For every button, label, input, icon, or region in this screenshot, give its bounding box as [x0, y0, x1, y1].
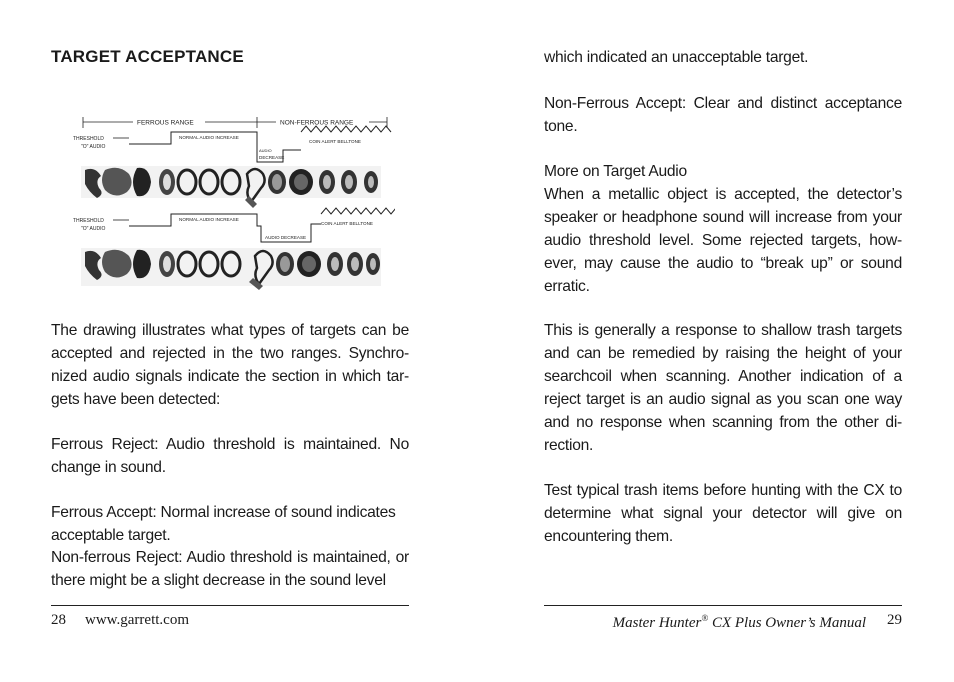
footer-url: www.garrett.com — [85, 612, 189, 628]
non-ferrous-range-label: NON-FERROUS RANGE — [280, 119, 354, 127]
right-page — [544, 0, 902, 682]
paragraph-drawing-intro: The drawing illustrates what types of targets can be accepted and rejected in the two ranges. Synchro-nized audio signals indicate the section in which tar-gets have been detected: — [51, 322, 409, 408]
coin-alert-belltone-1: COIN ALERT BELLTONE — [309, 139, 361, 144]
threshold-label-2: THRESHOLD — [73, 218, 104, 224]
paragraph-ferrous-accept: Ferrous Accept: Normal increase of sound indicates acceptable target. — [51, 504, 396, 544]
footer-rule-left — [51, 605, 409, 606]
manual-title-main: Master Hunter — [612, 615, 702, 631]
subheading-target-audio: More on Target Audio — [544, 163, 687, 180]
target-row-1 — [81, 166, 381, 208]
paragraph-non-ferrous-reject: Non-ferrous Reject: Audio threshold is maintained, or there might be a slight decrease in the sound level — [51, 549, 409, 589]
page-number-right: 29 — [887, 612, 902, 628]
registered-mark: ® — [701, 613, 709, 623]
paragraph-ferrous-reject: Ferrous Reject: Audio threshold is maintained. No change in sound. — [51, 436, 409, 476]
manual-title — [613, 613, 866, 632]
ferrous-range-label: FERROUS RANGE — [137, 119, 194, 127]
paragraph-non-ferrous-accept: Non-Ferrous Accept: Clear and distinct acceptance tone. — [544, 95, 902, 135]
manual-title-rest: CX Plus Owner’s Manual — [708, 615, 866, 631]
audio-decrease-label: AUDIO DECREASE — [265, 235, 307, 240]
normal-audio-increase-1: NORMAL AUDIO INCREASE — [179, 135, 239, 140]
zero-audio-label-1: "O" AUDIO — [81, 144, 106, 150]
audio-decrease-top-1: AUDIO — [259, 148, 272, 153]
target-acceptance-diagram — [71, 112, 395, 294]
paragraph-shallow-trash: This is generally a response to shallow trash targets and can be remedied by raising the height of your searchcoil when scanning. Another indication of a reject target is an audio signal as you scan one way and no response when scanning from the other di-rection. — [544, 322, 902, 454]
footer-rule-right — [544, 605, 902, 606]
coin-alert-belltone-2: COIN ALERT BELLTONE — [321, 221, 373, 226]
section-heading: TARGET ACCEPTANCE — [51, 47, 244, 66]
paragraph-test-trash: Test typical trash items before hunting with the CX to determine what signal your detector will give on encountering them. — [544, 482, 902, 545]
audio-decrease-top-2: DECREASE — [259, 155, 285, 160]
threshold-label-1: THRESHOLD — [73, 136, 104, 142]
paragraph-continued: which indicated an unacceptable target. — [544, 49, 809, 66]
page-number-left: 28 — [51, 612, 66, 628]
target-row-2 — [81, 248, 381, 290]
left-page — [51, 0, 409, 682]
paragraph-target-audio: When a metallic object is accepted, the detector’s speaker or headphone sound will increase from your audio threshold level. Some rejected targets, how-ever, may cause the audio to “break up” or sound erratic. — [544, 186, 902, 295]
normal-audio-increase-2: NORMAL AUDIO INCREASE — [179, 217, 239, 222]
zero-audio-label-2: "O" AUDIO — [81, 226, 106, 232]
